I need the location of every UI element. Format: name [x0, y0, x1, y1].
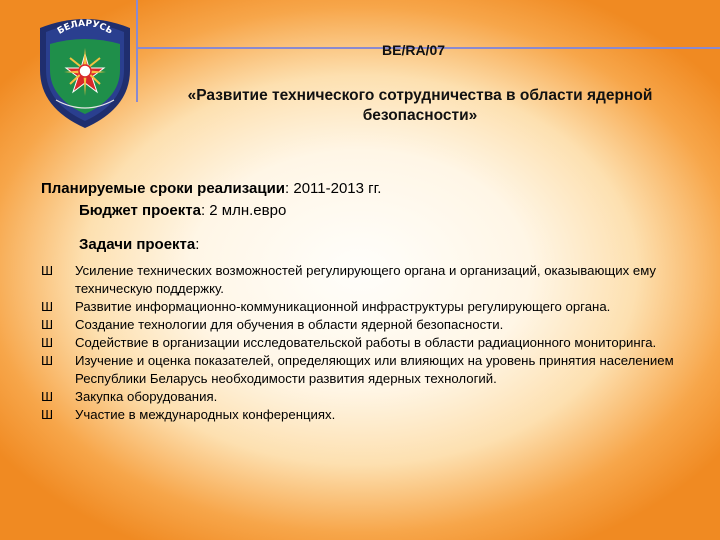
- task-item: [41, 334, 713, 352]
- timeline-value: : 2011-2013 гг.: [285, 180, 382, 197]
- task-bullet: Ш: [41, 299, 54, 314]
- emblem-logo: [34, 8, 136, 130]
- task-item: [41, 262, 713, 298]
- tasks-heading: [79, 236, 199, 253]
- tasks-list: [41, 262, 713, 424]
- timeline-line: [41, 180, 381, 197]
- task-bullet: Ш: [41, 263, 54, 278]
- task-item: [41, 298, 713, 316]
- task-item: [41, 388, 713, 406]
- task-item: [41, 352, 713, 388]
- task-bullet: Ш: [41, 317, 54, 332]
- budget-label: Бюджет проекта: [79, 202, 201, 219]
- budget-line: [79, 202, 286, 219]
- emblem-arc-text: БЕЛАРУСЬ: [55, 18, 115, 37]
- task-text: Усиление технических возможностей регулирующего органа и организаций, оказывающих ему техническую поддержку.: [75, 263, 657, 296]
- task-text: Создание технологии для обучения в области ядерной безопасности.: [75, 317, 504, 332]
- task-bullet: Ш: [41, 407, 54, 422]
- project-title: «Развитие технического сотрудничества в области ядерной безопасности»: [187, 87, 653, 124]
- project-code: BE/RA/07: [382, 42, 446, 58]
- timeline-label: Планируемые сроки реализации: [41, 180, 286, 197]
- tasks-label: Задачи проекта: [79, 236, 196, 253]
- task-bullet: Ш: [41, 335, 54, 350]
- task-text: Развитие информационно-коммуникационной инфраструктуры регулирующего органа.: [75, 299, 611, 314]
- task-text: Изучение и оценка показателей, определяющих или влияющих на уровень принятия населением Республики Беларусь необходимости развития ядерных технологий.: [75, 353, 674, 386]
- task-text: Содействие в организации исследовательской работы в области радиационного мониторинга.: [75, 335, 657, 350]
- task-text: Закупка оборудования.: [75, 389, 218, 404]
- tasks-colon: :: [195, 236, 200, 253]
- budget-value: : 2 млн.евро: [200, 202, 287, 219]
- task-bullet: Ш: [41, 389, 54, 404]
- header-vertical-rule: [136, 0, 138, 102]
- task-item: [41, 316, 713, 334]
- task-bullet: Ш: [41, 353, 54, 368]
- task-item: [41, 406, 713, 424]
- task-text: Участие в международных конференциях.: [75, 407, 336, 422]
